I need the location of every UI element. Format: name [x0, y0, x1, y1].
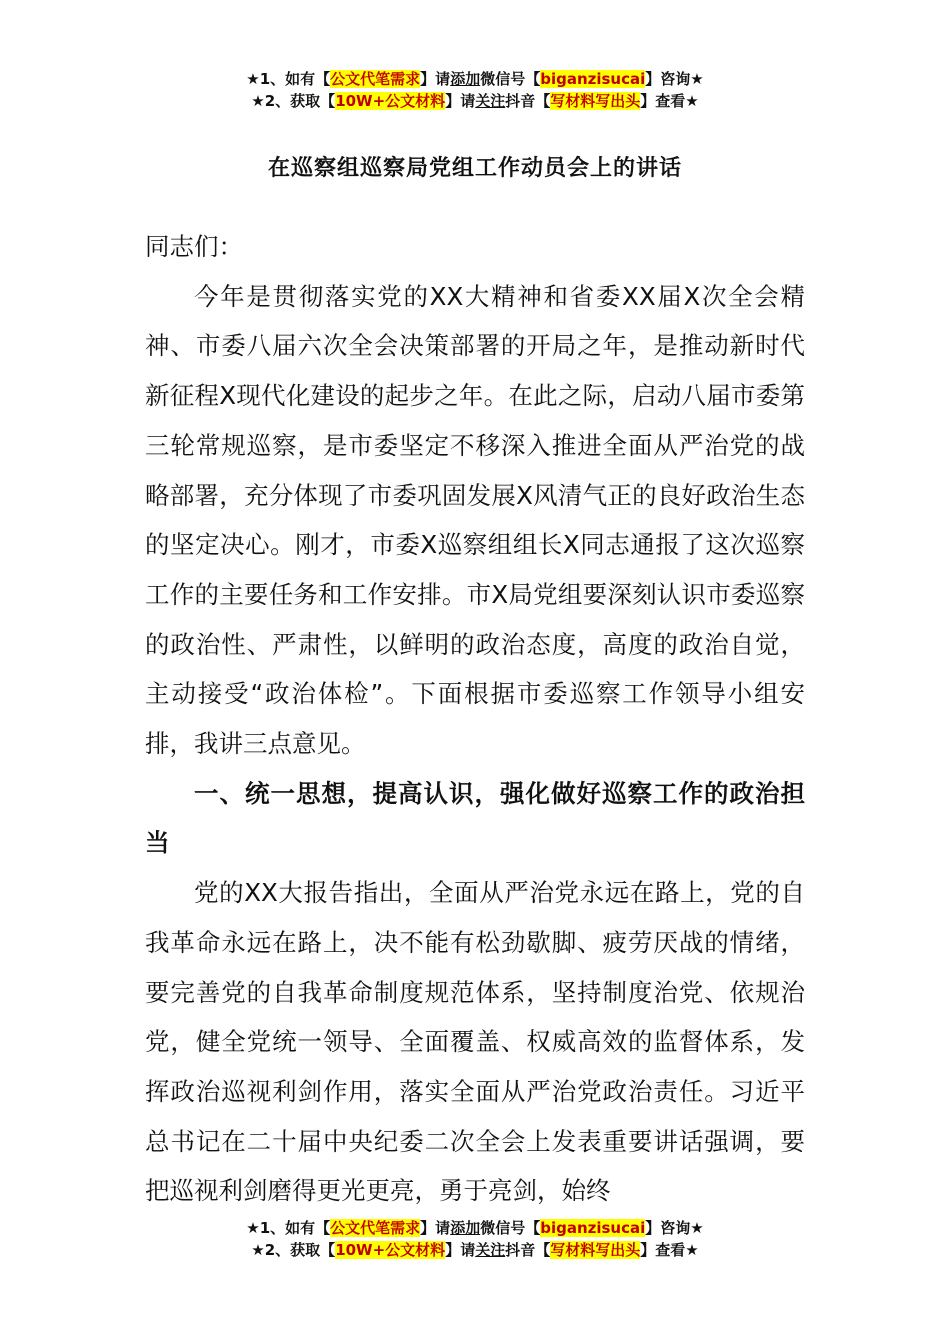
highlight-materials: 10W+公文材料: [335, 1241, 446, 1259]
promo-header: [0, 68, 950, 112]
paragraph: 今年是贯彻落实党的XX大精神和省委XX届X次全会精神、市委八届六次全会决策部署的开局之年，是推动新时代新征程X现代化建设的起步之年。在此之际，启动八届市委第三轮常规巡察，是市委坚定不移深入推进全面从严治党的战略部署，充分体现了市委巩固发展X风清气正的良好政治生态的坚定决心。刚才，市委X巡察组组长X同志通报了这次巡察工作的主要任务和工作安排。市X局党组要深刻认识市委巡察的政治性、严肃性，以鲜明的政治态度，高度的政治自觉，主动接受“政治体检”。下面根据市委巡察工作领导小组安排，我讲三点意见。: [145, 281, 805, 759]
section-heading: 一、统一思想，提高认识，强化做好巡察工作的政治担当: [145, 778, 805, 858]
promo-line-1: ★1、如有【公文代笔需求】请添加微信号【biganzisucai】咨询★: [246, 70, 704, 88]
highlight-materials: 10W+公文材料: [335, 92, 446, 110]
highlight-wechat-id: biganzisucai: [540, 70, 646, 88]
highlight-service: 公文代笔需求: [330, 70, 421, 88]
highlight-douyin-account: 写材料写出头: [550, 92, 641, 110]
paragraph: 党的XX大报告指出，全面从严治党永远在路上，党的自我革命永远在路上，决不能有松劲歇脚、疲劳厌战的情绪，要完善党的自我革命制度规范体系，坚持制度治党、依规治党，健全党统一领导、全面覆盖、权威高效的监督体系，发挥政治巡视利剑作用，落实全面从严治党政治责任。习近平总书记在二十届中央纪委二次全会上发表重要讲话强调，要把巡视利剑磨得更光更亮，勇于亮剑，始终: [145, 878, 805, 1206]
promo-footer: [0, 1217, 950, 1261]
document-title: 在巡察组巡察局党组工作动员会上的讲话: [267, 156, 682, 181]
promo-line-2: ★2、获取【10W+公文材料】请关注抖音【写材料写出头】查看★: [251, 92, 699, 110]
highlight-wechat-id: biganzisucai: [540, 1219, 646, 1237]
promo-line-2: ★2、获取【10W+公文材料】请关注抖音【写材料写出头】查看★: [251, 1241, 699, 1259]
highlight-douyin-account: 写材料写出头: [550, 1241, 641, 1259]
highlight-service: 公文代笔需求: [330, 1219, 421, 1237]
promo-line-1: ★1、如有【公文代笔需求】请添加微信号【biganzisucai】咨询★: [246, 1219, 704, 1237]
document-body: [145, 222, 805, 1216]
salutation: 同志们：: [145, 232, 243, 261]
